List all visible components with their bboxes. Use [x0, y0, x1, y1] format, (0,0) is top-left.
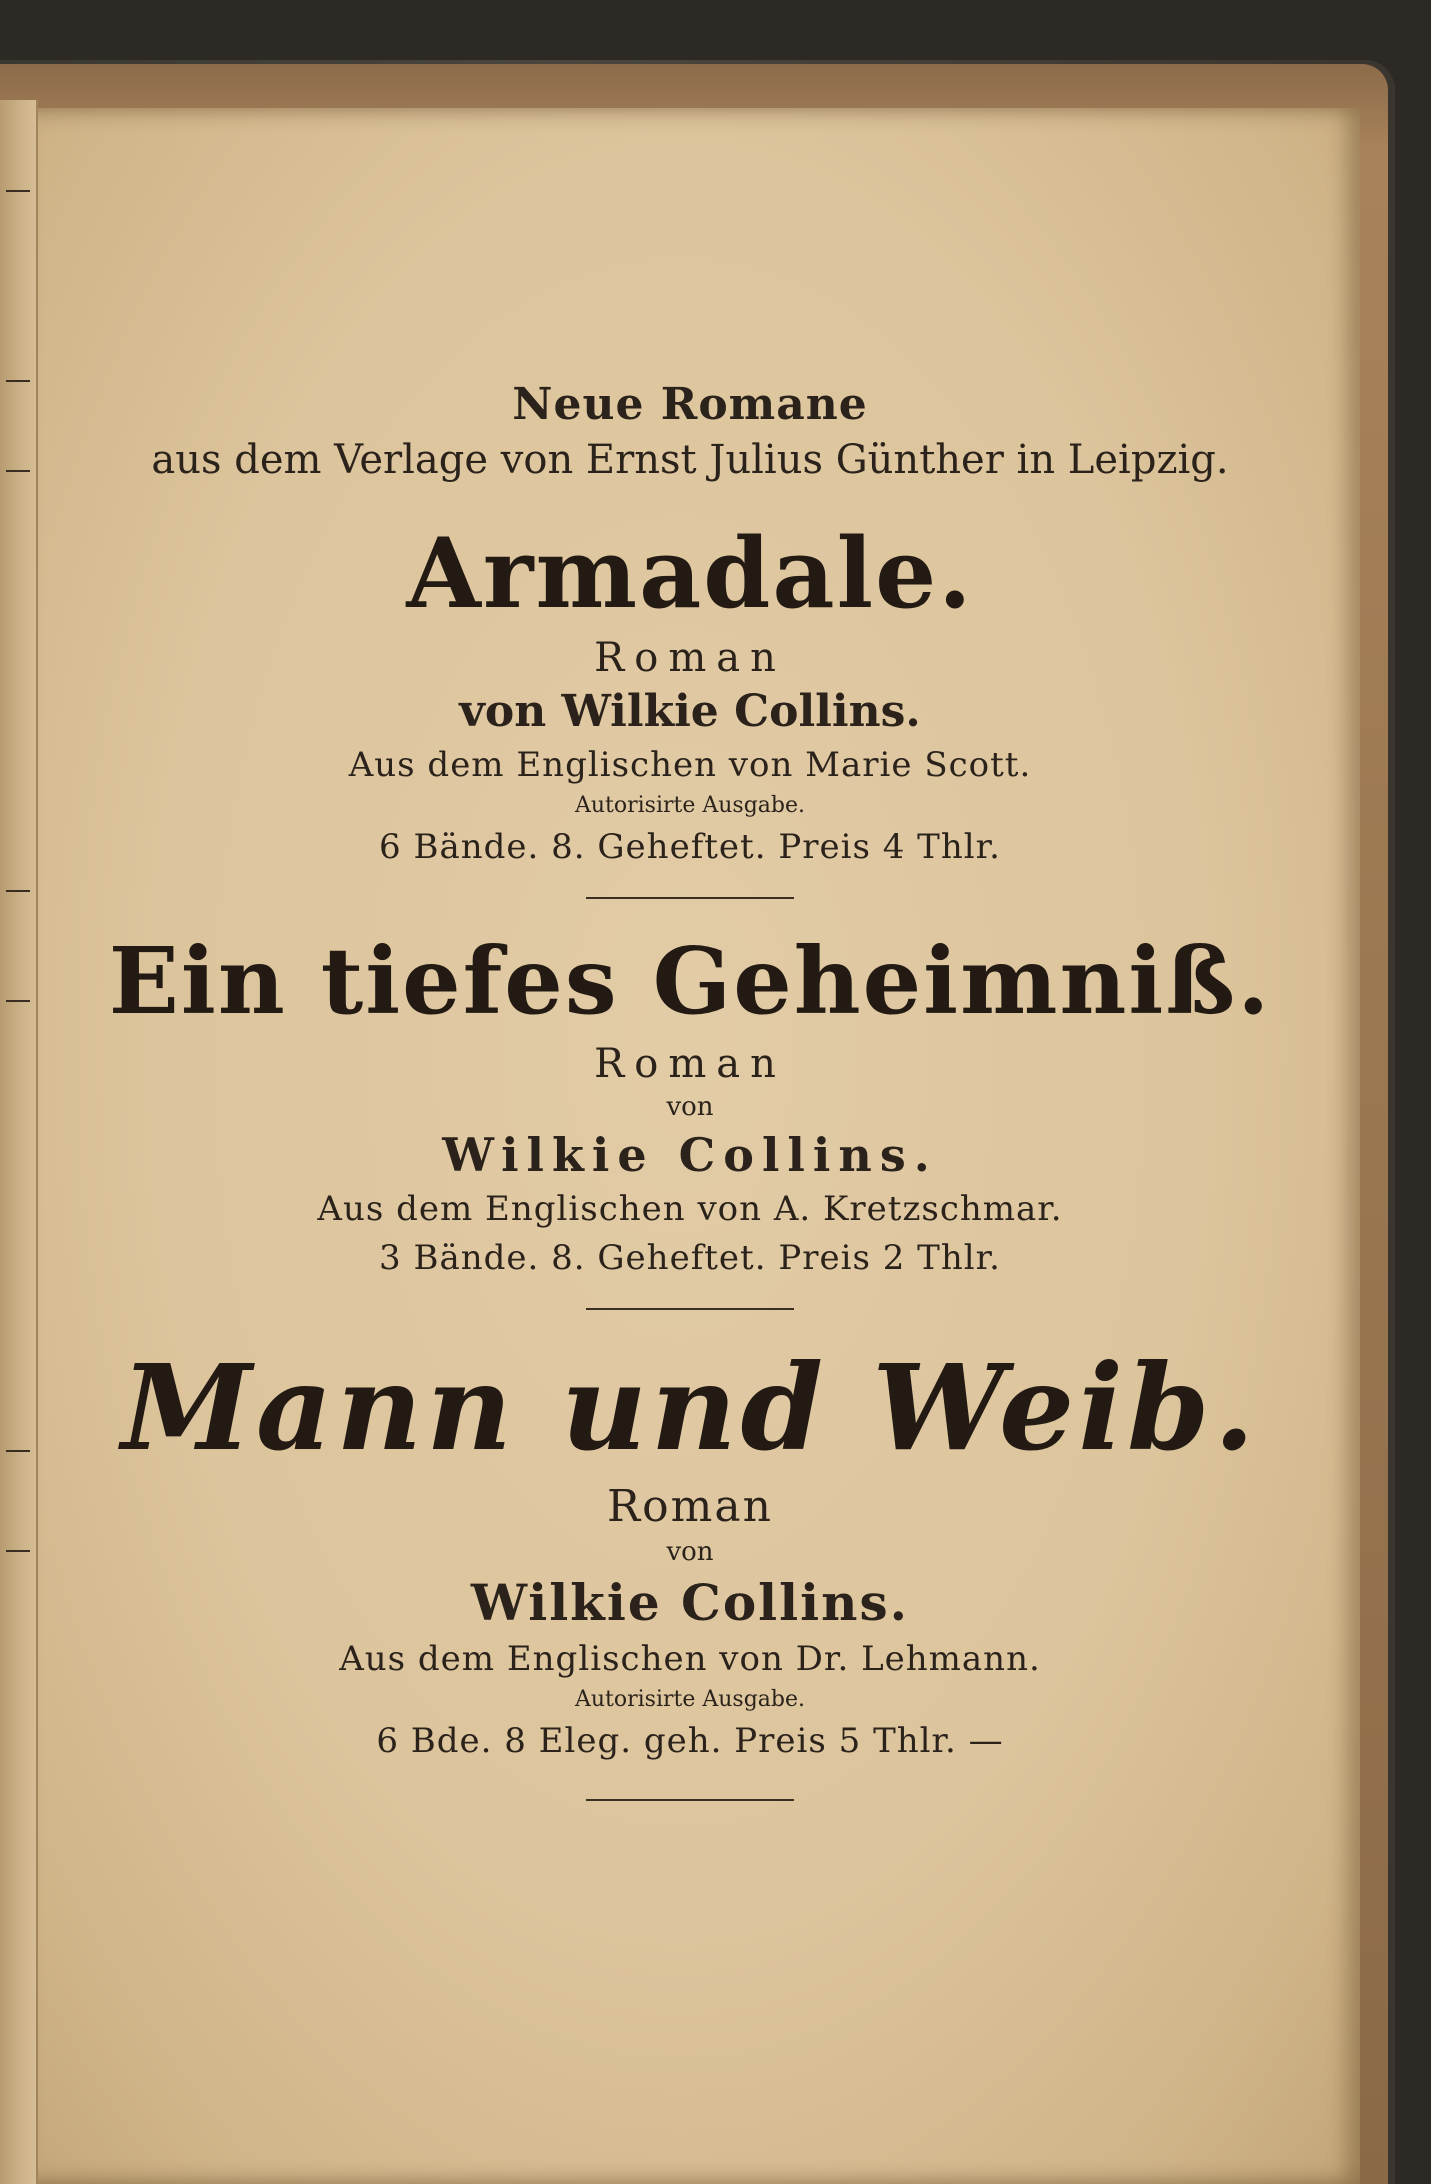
binding-stitch [6, 1000, 30, 1002]
advertisement-page [40, 380, 1340, 1831]
series-title: Neue Romane [512, 379, 868, 430]
book-title: Armadale. [406, 516, 974, 630]
binding-stitch [6, 1550, 30, 1552]
binding-stitch [6, 380, 30, 382]
book-genre: Roman [594, 1040, 786, 1087]
section-divider [586, 1799, 794, 1801]
publisher-line: aus dem Verlage von Ernst Julius Günther in Leipzig. [151, 436, 1229, 483]
book-price: 6 Bände. 8. Geheftet. Preis 4 Thlr. [379, 826, 1001, 867]
book-author: von Wilkie Collins. [459, 685, 921, 737]
book-edition-note: Autorisirte Ausgabe. [574, 792, 806, 818]
binding-stitch [6, 470, 30, 472]
section-divider [586, 1308, 794, 1310]
book-author: Wilkie Collins. [442, 1127, 938, 1182]
binding-stitch [6, 1450, 30, 1452]
book-entry-geheimniss [40, 929, 1340, 1278]
binding-stitch [6, 890, 30, 892]
book-price: 6 Bde. 8 Eleg. geh. Preis 5 Thlr. — [376, 1720, 1004, 1761]
book-by: von [666, 1091, 714, 1122]
binding-gutter [0, 100, 38, 2184]
book-edition-note: Autorisirte Ausgabe. [574, 1686, 806, 1712]
book-title: Ein tiefes Geheimniß. [108, 927, 1272, 1036]
book-price: 3 Bände. 8. Geheftet. Preis 2 Thlr. [379, 1237, 1001, 1278]
book-translator: Aus dem Englischen von Marie Scott. [348, 744, 1032, 785]
book-entry-mann-und-weib [40, 1337, 1340, 1761]
book-author: Wilkie Collins. [470, 1573, 910, 1632]
book-genre: Roman [607, 1480, 773, 1532]
book-genre: Roman [594, 634, 786, 681]
book-translator: Aus dem Englischen von A. Kretzschmar. [317, 1188, 1063, 1229]
binding-stitch [6, 190, 30, 192]
book-title: Mann und Weib. [121, 1337, 1259, 1477]
book-translator: Aus dem Englischen von Dr. Lehmann. [339, 1638, 1041, 1679]
book-entry-armadale [40, 516, 1340, 867]
section-divider [586, 897, 794, 899]
book-by: von [666, 1537, 714, 1568]
